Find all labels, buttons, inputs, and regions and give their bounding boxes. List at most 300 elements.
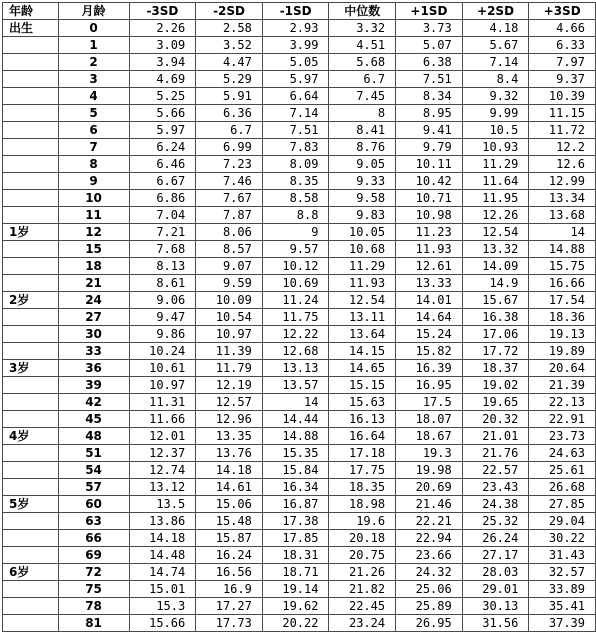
table-row	[3, 224, 596, 241]
value-cell: 20.22	[262, 615, 329, 632]
value-cell: 9.32	[462, 88, 529, 105]
age-cell: 出生	[3, 20, 59, 37]
age-cell	[3, 105, 59, 122]
value-cell: 19.02	[462, 377, 529, 394]
value-cell: 25.32	[462, 513, 529, 530]
value-cell: 21.39	[529, 377, 596, 394]
table-row	[3, 258, 596, 275]
age-cell	[3, 54, 59, 71]
value-cell: 26.95	[396, 615, 463, 632]
table-row	[3, 615, 596, 632]
table-row	[3, 462, 596, 479]
value-cell: 13.11	[329, 309, 396, 326]
value-cell: 5.25	[129, 88, 196, 105]
value-cell: 23.43	[462, 479, 529, 496]
month-cell: 75	[58, 581, 129, 598]
value-cell: 21.01	[462, 428, 529, 445]
table-row	[3, 360, 596, 377]
value-cell: 31.56	[462, 615, 529, 632]
value-cell: 16.38	[462, 309, 529, 326]
month-cell: 39	[58, 377, 129, 394]
age-cell	[3, 513, 59, 530]
value-cell: 9.47	[129, 309, 196, 326]
value-cell: 11.23	[396, 224, 463, 241]
value-cell: 11.24	[262, 292, 329, 309]
age-cell: 2岁	[3, 292, 59, 309]
value-cell: 8.76	[329, 139, 396, 156]
value-cell: 10.71	[396, 190, 463, 207]
value-cell: 12.68	[262, 343, 329, 360]
value-cell: 10.24	[129, 343, 196, 360]
table-row	[3, 411, 596, 428]
value-cell: 7.87	[196, 207, 263, 224]
value-cell: 3.09	[129, 37, 196, 54]
month-cell: 10	[58, 190, 129, 207]
value-cell: 17.18	[329, 445, 396, 462]
value-cell: 5.97	[129, 122, 196, 139]
value-cell: 29.04	[529, 513, 596, 530]
value-cell: 15.84	[262, 462, 329, 479]
value-cell: 5.68	[329, 54, 396, 71]
month-cell: 8	[58, 156, 129, 173]
value-cell: 33.89	[529, 581, 596, 598]
value-cell: 20.32	[462, 411, 529, 428]
value-cell: 14.15	[329, 343, 396, 360]
value-cell: 4.69	[129, 71, 196, 88]
value-cell: 14.61	[196, 479, 263, 496]
value-cell: 8.34	[396, 88, 463, 105]
value-cell: 13.5	[129, 496, 196, 513]
value-cell: 21.82	[329, 581, 396, 598]
value-cell: 6.64	[262, 88, 329, 105]
value-cell: 17.06	[462, 326, 529, 343]
value-cell: 4.51	[329, 37, 396, 54]
value-cell: 11.72	[529, 122, 596, 139]
table-row	[3, 581, 596, 598]
value-cell: 2.58	[196, 20, 263, 37]
value-cell: 35.41	[529, 598, 596, 615]
table-row	[3, 207, 596, 224]
value-cell: 9.07	[196, 258, 263, 275]
value-cell: 13.13	[262, 360, 329, 377]
table-row	[3, 71, 596, 88]
value-cell: 3.94	[129, 54, 196, 71]
age-cell: 5岁	[3, 496, 59, 513]
value-cell: 12.01	[129, 428, 196, 445]
value-cell: 14.88	[262, 428, 329, 445]
month-cell: 30	[58, 326, 129, 343]
value-cell: 8	[329, 105, 396, 122]
value-cell: 24.38	[462, 496, 529, 513]
value-cell: 7.46	[196, 173, 263, 190]
value-cell: 19.14	[262, 581, 329, 598]
value-cell: 6.46	[129, 156, 196, 173]
value-cell: 8.41	[329, 122, 396, 139]
value-cell: 9.06	[129, 292, 196, 309]
age-cell	[3, 190, 59, 207]
month-cell: 60	[58, 496, 129, 513]
table-row	[3, 88, 596, 105]
value-cell: 18.35	[329, 479, 396, 496]
value-cell: 11.93	[396, 241, 463, 258]
table-row	[3, 598, 596, 615]
age-cell	[3, 445, 59, 462]
value-cell: 10.97	[196, 326, 263, 343]
value-cell: 11.93	[329, 275, 396, 292]
value-cell: 31.43	[529, 547, 596, 564]
month-cell: 66	[58, 530, 129, 547]
value-cell: 14.44	[262, 411, 329, 428]
value-cell: 15.63	[329, 394, 396, 411]
value-cell: 5.29	[196, 71, 263, 88]
value-cell: 9.33	[329, 173, 396, 190]
value-cell: 7.14	[462, 54, 529, 71]
value-cell: 13.76	[196, 445, 263, 462]
value-cell: 14.18	[196, 462, 263, 479]
value-cell: 10.09	[196, 292, 263, 309]
month-cell: 4	[58, 88, 129, 105]
value-cell: 14.48	[129, 547, 196, 564]
table-row	[3, 343, 596, 360]
value-cell: 6.7	[196, 122, 263, 139]
value-cell: 18.67	[396, 428, 463, 445]
value-cell: 9.57	[262, 241, 329, 258]
value-cell: 12.37	[129, 445, 196, 462]
value-cell: 10.97	[129, 377, 196, 394]
value-cell: 27.85	[529, 496, 596, 513]
value-cell: 7.83	[262, 139, 329, 156]
value-cell: 2.26	[129, 20, 196, 37]
value-cell: 17.27	[196, 598, 263, 615]
value-cell: 25.61	[529, 462, 596, 479]
value-cell: 14.18	[129, 530, 196, 547]
month-cell: 51	[58, 445, 129, 462]
value-cell: 10.39	[529, 88, 596, 105]
value-cell: 8.57	[196, 241, 263, 258]
value-cell: 11.39	[196, 343, 263, 360]
value-cell: 7.97	[529, 54, 596, 71]
table-row	[3, 20, 596, 37]
value-cell: 13.64	[329, 326, 396, 343]
value-cell: 5.97	[262, 71, 329, 88]
value-cell: 14	[529, 224, 596, 241]
age-cell	[3, 326, 59, 343]
age-cell	[3, 207, 59, 224]
value-cell: 13.35	[196, 428, 263, 445]
table-body	[3, 20, 596, 632]
value-cell: 6.36	[196, 105, 263, 122]
month-cell: 21	[58, 275, 129, 292]
value-cell: 9.99	[462, 105, 529, 122]
value-cell: 16.87	[262, 496, 329, 513]
value-cell: 15.67	[462, 292, 529, 309]
header-minus-2sd: -2SD	[196, 3, 263, 20]
table-row	[3, 190, 596, 207]
value-cell: 7.45	[329, 88, 396, 105]
value-cell: 8.09	[262, 156, 329, 173]
value-cell: 22.57	[462, 462, 529, 479]
value-cell: 10.54	[196, 309, 263, 326]
month-cell: 24	[58, 292, 129, 309]
month-cell: 81	[58, 615, 129, 632]
age-cell	[3, 615, 59, 632]
value-cell: 13.33	[396, 275, 463, 292]
age-cell	[3, 598, 59, 615]
value-cell: 6.24	[129, 139, 196, 156]
value-cell: 23.73	[529, 428, 596, 445]
value-cell: 20.64	[529, 360, 596, 377]
table-row	[3, 292, 596, 309]
age-cell	[3, 377, 59, 394]
table-row	[3, 530, 596, 547]
value-cell: 12.74	[129, 462, 196, 479]
value-cell: 26.24	[462, 530, 529, 547]
value-cell: 25.89	[396, 598, 463, 615]
table-row	[3, 275, 596, 292]
header-minus-3sd: -3SD	[129, 3, 196, 20]
table-row	[3, 496, 596, 513]
value-cell: 19.65	[462, 394, 529, 411]
value-cell: 11.15	[529, 105, 596, 122]
value-cell: 10.12	[262, 258, 329, 275]
value-cell: 10.93	[462, 139, 529, 156]
header-minus-1sd: -1SD	[262, 3, 329, 20]
value-cell: 17.5	[396, 394, 463, 411]
value-cell: 5.67	[462, 37, 529, 54]
value-cell: 14	[262, 394, 329, 411]
month-cell: 27	[58, 309, 129, 326]
value-cell: 12.96	[196, 411, 263, 428]
month-cell: 45	[58, 411, 129, 428]
age-cell	[3, 343, 59, 360]
table-row	[3, 37, 596, 54]
value-cell: 13.57	[262, 377, 329, 394]
table-row	[3, 564, 596, 581]
value-cell: 2.93	[262, 20, 329, 37]
value-cell: 12.26	[462, 207, 529, 224]
value-cell: 12.57	[196, 394, 263, 411]
value-cell: 8.58	[262, 190, 329, 207]
value-cell: 21.26	[329, 564, 396, 581]
value-cell: 18.31	[262, 547, 329, 564]
value-cell: 3.73	[396, 20, 463, 37]
value-cell: 8.06	[196, 224, 263, 241]
value-cell: 12.61	[396, 258, 463, 275]
value-cell: 16.34	[262, 479, 329, 496]
value-cell: 14.64	[396, 309, 463, 326]
value-cell: 10.98	[396, 207, 463, 224]
value-cell: 17.72	[462, 343, 529, 360]
value-cell: 32.57	[529, 564, 596, 581]
value-cell: 14.01	[396, 292, 463, 309]
age-cell	[3, 581, 59, 598]
age-cell	[3, 258, 59, 275]
value-cell: 17.38	[262, 513, 329, 530]
age-cell: 1岁	[3, 224, 59, 241]
value-cell: 12.22	[262, 326, 329, 343]
value-cell: 21.76	[462, 445, 529, 462]
value-cell: 19.98	[396, 462, 463, 479]
age-cell	[3, 275, 59, 292]
value-cell: 7.23	[196, 156, 263, 173]
value-cell: 10.68	[329, 241, 396, 258]
value-cell: 12.54	[462, 224, 529, 241]
value-cell: 10.42	[396, 173, 463, 190]
value-cell: 4.66	[529, 20, 596, 37]
value-cell: 15.24	[396, 326, 463, 343]
value-cell: 3.32	[329, 20, 396, 37]
value-cell: 9.37	[529, 71, 596, 88]
age-cell: 6岁	[3, 564, 59, 581]
value-cell: 15.87	[196, 530, 263, 547]
value-cell: 6.67	[129, 173, 196, 190]
value-cell: 11.79	[196, 360, 263, 377]
table-row	[3, 156, 596, 173]
table-row	[3, 173, 596, 190]
value-cell: 10.5	[462, 122, 529, 139]
value-cell: 15.66	[129, 615, 196, 632]
age-cell	[3, 309, 59, 326]
value-cell: 17.73	[196, 615, 263, 632]
table-row	[3, 445, 596, 462]
table-row	[3, 54, 596, 71]
table-row	[3, 326, 596, 343]
value-cell: 11.66	[129, 411, 196, 428]
value-cell: 11.75	[262, 309, 329, 326]
value-cell: 14.9	[462, 275, 529, 292]
age-cell	[3, 156, 59, 173]
table-row	[3, 122, 596, 139]
month-cell: 6	[58, 122, 129, 139]
value-cell: 27.17	[462, 547, 529, 564]
value-cell: 13.34	[529, 190, 596, 207]
value-cell: 7.21	[129, 224, 196, 241]
value-cell: 15.35	[262, 445, 329, 462]
value-cell: 9.59	[196, 275, 263, 292]
month-cell: 12	[58, 224, 129, 241]
value-cell: 15.3	[129, 598, 196, 615]
value-cell: 30.13	[462, 598, 529, 615]
value-cell: 11.31	[129, 394, 196, 411]
value-cell: 17.54	[529, 292, 596, 309]
age-cell	[3, 394, 59, 411]
value-cell: 26.68	[529, 479, 596, 496]
value-cell: 13.32	[462, 241, 529, 258]
value-cell: 14.74	[129, 564, 196, 581]
age-cell	[3, 530, 59, 547]
value-cell: 15.75	[529, 258, 596, 275]
value-cell: 7.51	[396, 71, 463, 88]
value-cell: 11.29	[462, 156, 529, 173]
value-cell: 6.99	[196, 139, 263, 156]
value-cell: 12.19	[196, 377, 263, 394]
month-cell: 18	[58, 258, 129, 275]
month-cell: 2	[58, 54, 129, 71]
table-row	[3, 547, 596, 564]
value-cell: 12.6	[529, 156, 596, 173]
value-cell: 5.05	[262, 54, 329, 71]
value-cell: 7.68	[129, 241, 196, 258]
value-cell: 30.22	[529, 530, 596, 547]
age-cell	[3, 241, 59, 258]
value-cell: 22.21	[396, 513, 463, 530]
value-cell: 16.66	[529, 275, 596, 292]
month-cell: 42	[58, 394, 129, 411]
table-row	[3, 479, 596, 496]
value-cell: 12.2	[529, 139, 596, 156]
value-cell: 8.8	[262, 207, 329, 224]
value-cell: 16.56	[196, 564, 263, 581]
value-cell: 22.13	[529, 394, 596, 411]
value-cell: 6.38	[396, 54, 463, 71]
value-cell: 18.36	[529, 309, 596, 326]
age-cell	[3, 88, 59, 105]
header-plus-1sd: +1SD	[396, 3, 463, 20]
value-cell: 19.62	[262, 598, 329, 615]
value-cell: 18.71	[262, 564, 329, 581]
age-cell	[3, 71, 59, 88]
month-cell: 15	[58, 241, 129, 258]
age-cell	[3, 479, 59, 496]
value-cell: 3.52	[196, 37, 263, 54]
value-cell: 13.86	[129, 513, 196, 530]
month-cell: 3	[58, 71, 129, 88]
value-cell: 8.4	[462, 71, 529, 88]
value-cell: 14.65	[329, 360, 396, 377]
value-cell: 29.01	[462, 581, 529, 598]
age-cell	[3, 173, 59, 190]
value-cell: 7.51	[262, 122, 329, 139]
value-cell: 8.95	[396, 105, 463, 122]
value-cell: 15.82	[396, 343, 463, 360]
value-cell: 19.6	[329, 513, 396, 530]
month-cell: 63	[58, 513, 129, 530]
value-cell: 19.3	[396, 445, 463, 462]
table-row	[3, 377, 596, 394]
value-cell: 15.06	[196, 496, 263, 513]
table-row	[3, 139, 596, 156]
month-cell: 48	[58, 428, 129, 445]
value-cell: 10.11	[396, 156, 463, 173]
value-cell: 8.13	[129, 258, 196, 275]
value-cell: 20.18	[329, 530, 396, 547]
month-cell: 9	[58, 173, 129, 190]
table-row	[3, 428, 596, 445]
value-cell: 9.79	[396, 139, 463, 156]
header-plus-2sd: +2SD	[462, 3, 529, 20]
value-cell: 15.15	[329, 377, 396, 394]
value-cell: 6.7	[329, 71, 396, 88]
header-plus-3sd: +3SD	[529, 3, 596, 20]
table-row	[3, 513, 596, 530]
month-cell: 69	[58, 547, 129, 564]
value-cell: 16.24	[196, 547, 263, 564]
month-cell: 33	[58, 343, 129, 360]
value-cell: 5.07	[396, 37, 463, 54]
header-month: 月龄	[58, 3, 129, 20]
age-cell	[3, 122, 59, 139]
value-cell: 7.14	[262, 105, 329, 122]
age-cell	[3, 547, 59, 564]
age-cell: 4岁	[3, 428, 59, 445]
month-cell: 1	[58, 37, 129, 54]
value-cell: 17.75	[329, 462, 396, 479]
age-cell	[3, 411, 59, 428]
value-cell: 10.05	[329, 224, 396, 241]
header-median: 中位数	[329, 3, 396, 20]
table-row	[3, 241, 596, 258]
value-cell: 8.35	[262, 173, 329, 190]
